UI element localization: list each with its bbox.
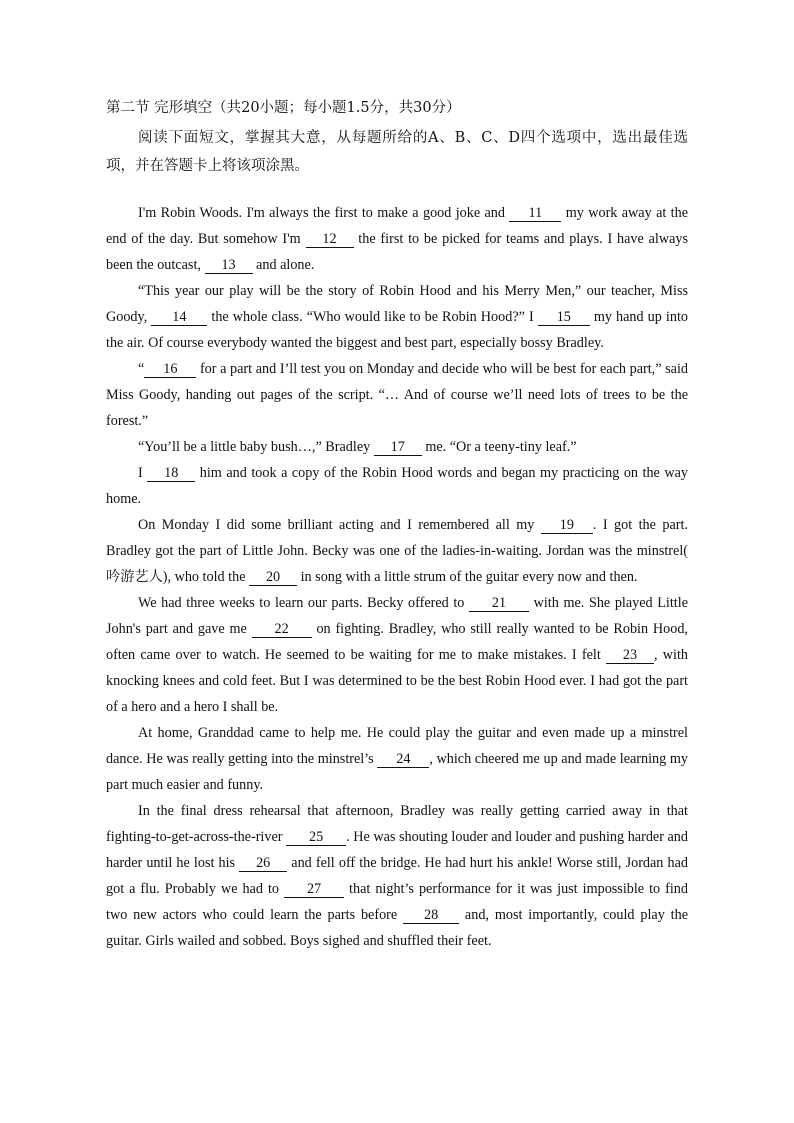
text-run: for a part and I’ll test you on Monday and decide who will be best for each part,” said Miss Goody, handing out pages of the script. “… And of course we’ll need lots of trees to be the forest.” bbox=[106, 361, 688, 429]
paragraph bbox=[106, 460, 688, 512]
text-run: , which cheered me up and made learning my part much easier and funny. bbox=[106, 751, 688, 793]
paragraph bbox=[106, 200, 688, 278]
blank-28: 28 bbox=[403, 907, 459, 924]
blank-16: 16 bbox=[144, 361, 196, 378]
blank-12: 12 bbox=[306, 231, 354, 248]
blank-18: 18 bbox=[147, 465, 195, 482]
paragraph bbox=[106, 434, 688, 460]
text-run: on fighting. Bradley, who still really wanted to be Robin Hood, often came over to watch. He seemed to be waiting for me to make mistakes. I felt bbox=[106, 621, 688, 663]
paragraph bbox=[106, 356, 688, 434]
text-run: . I got the part. Bradley got the part of Little John. Becky was one of the ladies-in-waiting. Jordan was the minstrel( 吟游艺人), who told the bbox=[106, 517, 688, 585]
text-run: “This year our play will be the story of Robin Hood and his Merry Men,” our teacher, Miss Goody, bbox=[106, 283, 688, 325]
text-run: me. “Or a teeny-tiny leaf.” bbox=[421, 439, 577, 455]
blank-23: 23 bbox=[606, 647, 654, 664]
blank-14: 14 bbox=[151, 309, 207, 326]
blank-15: 15 bbox=[538, 309, 590, 326]
text-run: . He was shouting louder and louder and pushing harder and harder until he lost his bbox=[106, 829, 688, 871]
text-run: “You’ll be a little baby bush…,” Bradley bbox=[138, 439, 374, 455]
blank-26: 26 bbox=[239, 855, 287, 872]
section-title: 第二节 完形填空（共20小题；每小题1.5分，共30分） bbox=[106, 100, 461, 116]
blank-22: 22 bbox=[252, 621, 312, 638]
text-run: I bbox=[138, 465, 148, 481]
text-run: In the final dress rehearsal that afternoon, Bradley was really getting carried away in that fighting-to-get-across-the-river bbox=[106, 803, 688, 845]
text-run: that night’s performance for it was just impossible to find two new actors who could learn the parts before bbox=[106, 881, 688, 923]
paragraph bbox=[106, 590, 688, 720]
text-run: my hand up into the air. Of course everybody wanted the biggest and best part, especially bossy Bradley. bbox=[106, 309, 688, 351]
text-run: “ bbox=[138, 361, 145, 377]
blank-25: 25 bbox=[286, 829, 346, 846]
instructions: 阅读下面短文，掌握其大意，从每题所给的A、B、C、D四个选项中，选出最佳选项，并在答题卡上将该项涂黑。 bbox=[106, 130, 688, 174]
paragraph bbox=[106, 720, 688, 798]
text-run: On Monday I did some brilliant acting and I remembered all my bbox=[138, 517, 541, 533]
blank-20: 20 bbox=[249, 569, 297, 586]
text-run: the whole class. “Who would like to be Robin Hood?” I bbox=[207, 309, 538, 325]
text-run: and fell off the bridge. He had hurt his ankle! Worse still, Jordan had got a flu. Probably we had to bbox=[106, 855, 688, 897]
text-run: and, most importantly, could play the guitar. Girls wailed and sobbed. Boys sighed and shuffled their feet. bbox=[106, 907, 688, 949]
paragraph bbox=[106, 512, 688, 590]
text-run: , with knocking knees and cold feet. But I was determined to be the best Robin Hood ever. I had got the part of a hero and a hero I shall be. bbox=[106, 647, 688, 715]
text-run: the first to be picked for teams and plays. I have always been the outcast, bbox=[106, 231, 688, 273]
text-run: At home, Granddad came to help me. He could play the guitar and even made up a minstrel dance. He was really getting into the minstrel’s bbox=[106, 725, 688, 767]
blank-19: 19 bbox=[541, 517, 593, 534]
text-run: and alone. bbox=[252, 257, 315, 273]
text-run: him and took a copy of the Robin Hood words and began my practicing on the way home. bbox=[106, 465, 688, 507]
text-run: my work away at the end of the day. But somehow I'm bbox=[106, 205, 689, 247]
blank-21: 21 bbox=[469, 595, 529, 612]
cloze-passage bbox=[106, 200, 688, 954]
blank-24: 24 bbox=[377, 751, 429, 768]
blank-17: 17 bbox=[374, 439, 422, 456]
paragraph bbox=[106, 278, 688, 356]
text-run: in song with a little strum of the guitar every now and then. bbox=[297, 569, 638, 585]
blank-11: 11 bbox=[509, 205, 561, 222]
text-run: We had three weeks to learn our parts. Becky offered to bbox=[138, 595, 469, 611]
blank-13: 13 bbox=[205, 257, 253, 274]
blank-27: 27 bbox=[284, 881, 344, 898]
text-run: with me. She played Little John's part and gave me bbox=[106, 595, 688, 637]
paragraph bbox=[106, 798, 688, 954]
text-run: I'm Robin Woods. I'm always the first to make a good joke and bbox=[138, 205, 510, 221]
